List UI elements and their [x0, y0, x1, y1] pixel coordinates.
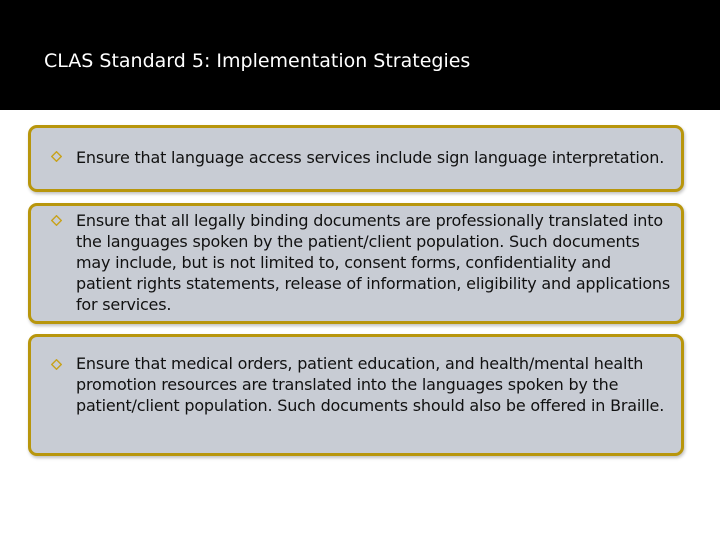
bullet-text: Ensure that all legally binding documents are professionally translated into the languages spoken by the patient/client population. Such documents may include, but is not limited to, consent forms, confidentiality and patient rights statements, release of information, eligibility and applications for services. — [76, 211, 671, 314]
bullet-text: Ensure that language access services include sign language interpretation. — [76, 148, 665, 167]
bullet-box — [28, 334, 684, 456]
hollow-diamond-bullet-icon — [51, 151, 62, 162]
slide-title: CLAS Standard 5: Implementation Strategies — [44, 50, 471, 72]
bullet-box — [28, 203, 684, 324]
bullet-text: Ensure that medical orders, patient education, and health/mental health promotion resources are translated into the languages spoken by the patient/client population. Such documents should also be offered in Braille. — [76, 354, 665, 415]
bullet-box — [28, 125, 684, 192]
hollow-diamond-bullet-icon — [51, 215, 62, 226]
hollow-diamond-bullet-icon — [51, 359, 62, 370]
title-bar — [0, 0, 720, 110]
